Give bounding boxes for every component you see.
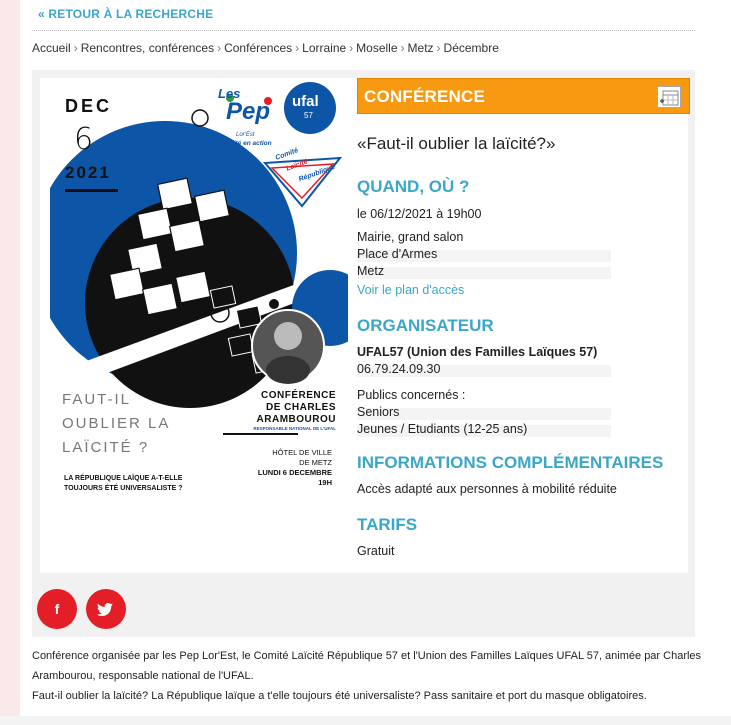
map-access-link[interactable]: Voir le plan d'accès [357, 283, 465, 297]
poster-year: 2021 [65, 163, 111, 182]
poster-logo-comite-2: Laïcité [285, 158, 309, 173]
poster-conf-1: CONFÉRENCE [260, 390, 336, 401]
poster-subquestion-2: TOUJOURS ÉTÉ UNIVERSALISTE ? [64, 485, 183, 492]
bottom-bar [0, 716, 731, 725]
breadcrumb-item-moselle[interactable]: Moselle [356, 41, 398, 55]
poster-logo-pep-tagline: La solidarité en action [203, 140, 272, 147]
calendar-add-icon [658, 87, 680, 107]
poster-month: DEC [65, 96, 113, 116]
poster-logo-comite-1: Comité [274, 147, 300, 162]
organizer-name: UFAL57 (Union des Familles Laïques 57) [357, 345, 598, 359]
poster-conf-role: RESPONSABLE NATIONAL DE L'UFAL [253, 426, 336, 431]
breadcrumb-item-rencontres[interactable]: Rencontres, conférences [80, 41, 215, 55]
event-card [32, 70, 695, 637]
facebook-share-button[interactable] [37, 589, 77, 629]
event-date: le 06/12/2021 à 19h00 [357, 207, 482, 221]
audience-jeunes: Jeunes / Etudiants (12-25 ans) [357, 422, 528, 436]
tarifs-text: Gratuit [357, 544, 395, 558]
event-type: CONFÉRENCE [364, 87, 486, 106]
add-to-calendar-button[interactable] [657, 86, 681, 108]
twitter-share-button[interactable] [86, 589, 126, 629]
event-street: Place d'Armes [357, 247, 438, 261]
facebook-icon: f [54, 601, 60, 617]
poster-logo-comite-3: République [297, 163, 337, 184]
tarifs-heading: TARIFS [357, 515, 418, 534]
poster-venue-2: DE METZ [299, 458, 332, 467]
poster-logo-pep-sub: Lor'Est [236, 132, 255, 138]
audience-seniors: Seniors [357, 405, 400, 419]
event-title: «Faut-il oublier la laïcité?» [357, 134, 556, 153]
organizer-heading: ORGANISATEUR [357, 316, 494, 335]
poster-venue-1: HÔTEL DE VILLE [272, 448, 332, 457]
extra-info-text: Accès adapté aux personnes à mobilité réduite [357, 482, 617, 496]
breadcrumb-item-metz[interactable]: Metz [407, 41, 434, 55]
twitter-icon [86, 589, 126, 629]
back-to-search-link[interactable] [38, 7, 213, 21]
poster-subquestion-1: LA RÉPUBLIQUE LAÏQUE A-T-ELLE [64, 475, 183, 482]
event-place: Mairie, grand salon [357, 230, 464, 244]
description-line-1: Conférence organisée par les Pep Lor'Est, le Comité Laïcité République 57 et l'Union des Familles Laïques UFAL 57, animée par Charles [32, 650, 702, 662]
event-type-banner [357, 78, 690, 114]
organizer-phone: 06.79.24.09.30 [357, 362, 441, 376]
event-card-content [40, 78, 688, 573]
breadcrumb-item-home[interactable]: Accueil [32, 41, 71, 55]
poster-conf-3: ARAMBOUROU [256, 414, 336, 425]
breadcrumb-item-decembre[interactable]: Décembre [443, 41, 499, 55]
poster-logo-ufal: ufal [292, 93, 319, 110]
divider [32, 30, 695, 31]
poster-logo-pep-les: Les [218, 86, 241, 101]
poster-conf-2: DE CHARLES [265, 402, 336, 413]
poster-logo-pep: Pep [226, 98, 271, 125]
description-line-3: Faut-il oublier la laïcité? La République laïque a t'elle toujours été universaliste? Pass sanitaire et port du masque obligatoires. [32, 690, 647, 702]
left-edge-strip [0, 0, 20, 725]
poster-logo-ufal-num: 57 [304, 111, 313, 120]
poster-venue-3: LUNDI 6 DECEMBRE [257, 468, 332, 477]
audience-label: Publics concernés : [357, 388, 466, 402]
breadcrumb-item-conferences[interactable]: Conférences [224, 41, 293, 55]
event-city: Metz [357, 264, 385, 278]
poster-question-2: OUBLIER LA [62, 415, 171, 432]
when-where-heading: QUAND, OÙ ? [357, 177, 470, 196]
back-to-search-label: RETOUR À LA RECHERCHE [48, 7, 214, 21]
event-poster [40, 78, 348, 568]
extra-info-heading: INFORMATIONS COMPLÉMENTAIRES [357, 453, 664, 472]
poster-question-3: LAÏCITÉ ? [62, 439, 150, 456]
poster-venue-4: 19H [318, 478, 332, 487]
double-chevron-left-icon: « [38, 7, 45, 21]
breadcrumb-item-lorraine[interactable]: Lorraine [302, 41, 347, 55]
description-line-2: Arambourou, responsable national de l'UFAL. [32, 670, 254, 682]
poster-question-1: FAUT-IL [62, 391, 132, 408]
breadcrumb: Accueil › Rencontres, conférences › Conférences › Lorraine › Moselle › Metz › Décembre [32, 41, 499, 55]
poster-day: 6 [74, 122, 94, 157]
